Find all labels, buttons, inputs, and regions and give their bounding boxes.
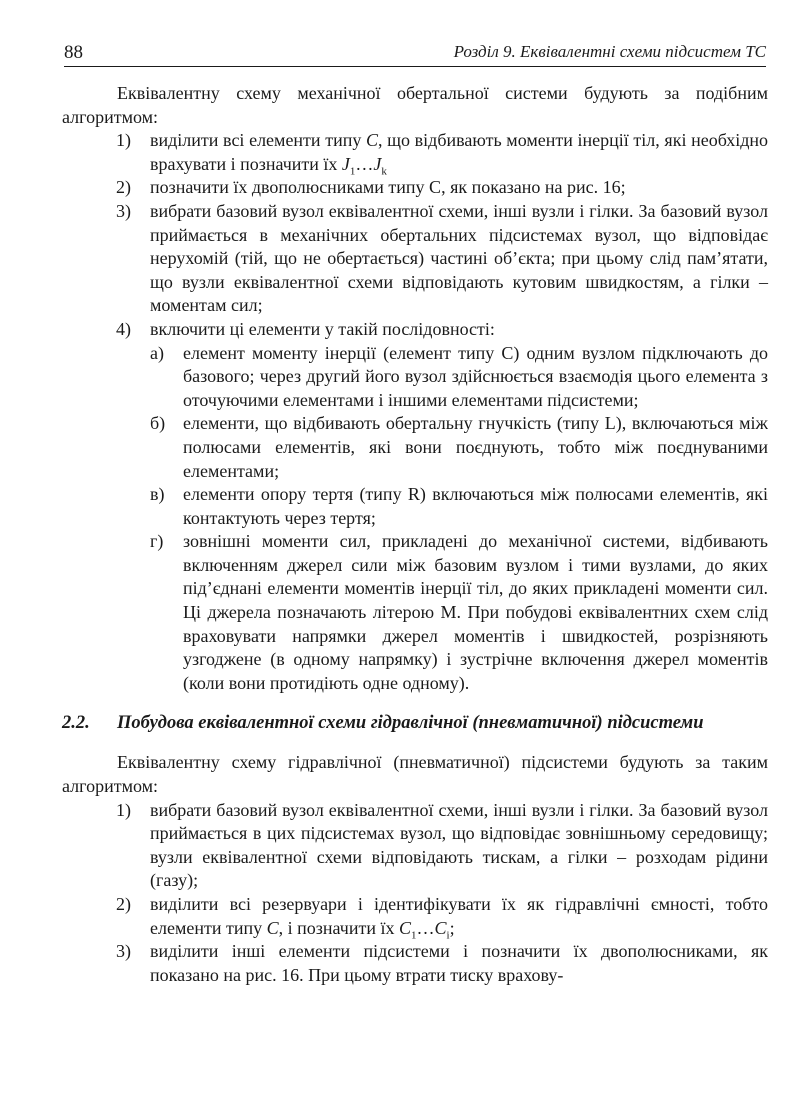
section-title: Побудова еквівалентної схеми гідравлічної (пневматичної) підсистеми xyxy=(117,713,704,734)
step-text: виділити всі елементи типу C, що відбивають моменти інерції тіл, які необхідно врахувати і позначити їх $J_1\dots J_k$ xyxy=(150,130,768,178)
step-4-sublist xyxy=(150,342,768,696)
mechanical-step-1 xyxy=(62,129,768,176)
intro-paragraph: Еквівалентну схему механічної обертальної системи будують за подібним алгоритмом: xyxy=(62,83,768,127)
hydraulic-step-3 xyxy=(62,940,768,987)
step-number: 2) xyxy=(116,177,131,198)
hydraulic-steps-list xyxy=(62,799,768,988)
subitem-text: зовнішні моменти сил, прикладені до механічної системи, відбивають включенням джерел сили між базовим вузлом і тими вузлами, до яких під’єднані елементи моментів інерції тіл, до яких прикладені моменти сил. Ці джерела позначають літерою М. При побудові еквівалентних схем слід враховувати напрямки джерел моментів і швидкостей, розрізняють узгоджене (в одному напрямку) і зустрічне включення джерел моментів (коли вони протидіють одне одному). xyxy=(183,531,768,693)
page-number: 88 xyxy=(64,42,83,63)
subitem-label: а) xyxy=(150,342,164,363)
section-heading xyxy=(62,711,768,735)
step-text: виділити всі резервуари і ідентифікувати їх як гідравлічні ємності, тобто елементи типу C, і позначити їх $C_1\dots C_i$; xyxy=(150,894,768,942)
hydraulic-step-1 xyxy=(62,799,768,893)
subitem-label: г) xyxy=(150,531,164,552)
step-4-subitem-a xyxy=(150,342,768,413)
step-text: вибрати базовий вузол еквівалентної схеми, інші вузли і гілки. За базовий вузол приймається в цих підсистемах вузол, що відповідає зовнішньому середовищу; вузли еквівалентної схеми відповідають тискам, а гілки – розходам рідини (газу); xyxy=(150,799,768,891)
section-number: 2.2. xyxy=(62,713,90,734)
step-text: включити ці елементи у такій послідовності: xyxy=(150,318,495,339)
step-4-subitem-d xyxy=(150,530,768,695)
step-number: 1) xyxy=(116,130,131,151)
mechanical-step-3 xyxy=(62,200,768,318)
step-4-subitem-c xyxy=(150,483,768,530)
step-number: 3) xyxy=(116,941,131,962)
running-title: Розділ 9. Еквівалентні схеми підсистем ТС xyxy=(453,42,766,61)
step-text: вибрати базовий вузол еквівалентної схеми, інші вузли і гілки. За базовий вузол приймається в механічних обертальних підсистемах вузол, що відповідає нерухомій (тій, що не обертається) частині об’єкта; при цьому слід пам’ятати, що вузли еквівалентної схеми відповідають кутовим швидкостям, а гілки – моментам сил; xyxy=(150,200,768,316)
step-number: 4) xyxy=(116,318,131,339)
subitem-text: елемент моменту інерції (елемент типу С) одним вузлом підключають до базового; через другий його вузол здійснюється взаємодія цього елемента з оточуючими елементами і іншими елементами підсистеми; xyxy=(183,342,768,410)
step-text: позначити їх двополюсниками типу C, як показано на рис. 16; xyxy=(150,177,626,198)
step-number: 3) xyxy=(116,200,131,221)
page-header xyxy=(64,40,766,67)
step-4-subitem-b xyxy=(150,412,768,483)
step-number: 2) xyxy=(116,894,131,914)
step-number: 1) xyxy=(116,799,131,820)
step-text: виділити інші елементи підсистеми і позначити їх двополюсниками, як показано на рис. 16. При цьому втрати тиску врахову- xyxy=(150,941,768,985)
mechanical-steps-list xyxy=(62,129,768,695)
subitem-label: б) xyxy=(150,413,166,434)
mechanical-step-2 xyxy=(62,176,768,200)
subitem-text: елементи, що відбивають обертальну гнучкість (типу L), включаються між полюсами елементів, які вони поєднують, тобто між поєднуваними елементами; xyxy=(183,413,768,481)
mechanical-step-4 xyxy=(62,318,768,696)
hydraulic-step-2 xyxy=(62,893,768,940)
subitem-text: елементи опору тертя (типу R) включаються між полюсами елементів, які контактують через тертя; xyxy=(183,484,768,528)
hydraulic-intro-paragraph: Еквівалентну схему гідравлічної (пневматичної) підсистеми будують за таким алгоритмом: xyxy=(62,752,768,797)
subitem-label: в) xyxy=(150,484,165,505)
page-body xyxy=(62,82,768,987)
